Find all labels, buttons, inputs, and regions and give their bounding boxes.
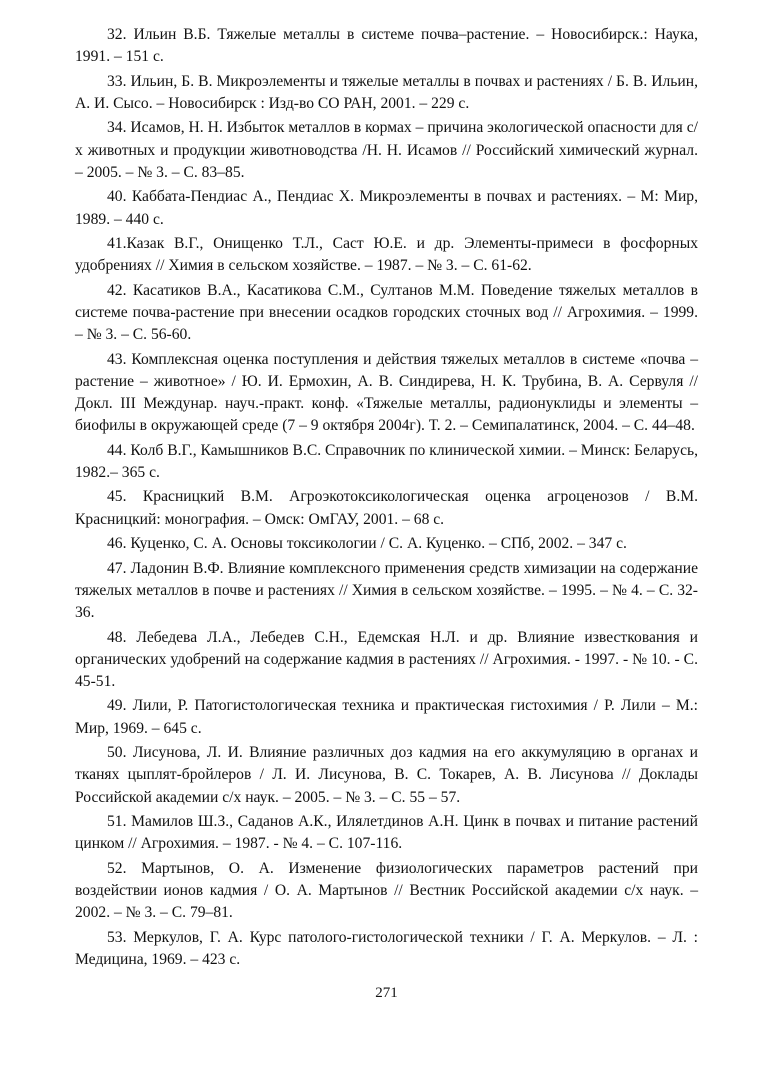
reference-entry: 45. Красницкий В.М. Агроэкотоксикологическая оценка агроценозов / В.М. Красницкий: монография. – Омск: ОмГАУ, 2001. – 68 с. [75, 488, 698, 528]
page-number: 271 [375, 985, 398, 1001]
reference-list [75, 24, 698, 973]
reference-entry: 48. Лебедева Л.А., Лебедев С.Н., Едемская Н.Л. и др. Влияние известкования и органических удобрений на содержание кадмия в растениях // Агрохимия. - 1997. - № 10. - С. 45-51. [75, 628, 698, 690]
reference-entry: 43. Комплексная оценка поступления и действия тяжелых металлов в системе «почва – растение – животное» / Ю. И. Ермохин, А. В. Синдирева, Н. К. Трубина, В. А. Сервуля // Докл. III Междунар. науч.-практ. конф. «Тяжелые металлы, радионуклиды и элементы – биофилы в окружающей среде (7 – 9 октября 2004г). Т. 2. – Семипалатинск, 2004. – С. 44–48. [75, 350, 698, 435]
reference-entry: 42. Касатиков В.А., Касатикова С.М., Султанов М.М. Поведение тяжелых металлов в системе почва-растение при внесении осадков городских сточных вод // Агрохимия. – 1999. – № 3. – С. 56-60. [75, 281, 698, 344]
reference-entry: 44. Колб В.Г., Камышников В.С. Справочник по клинической химии. – Минск: Беларусь, 1982.– 365 с. [75, 441, 698, 481]
reference-entry: 34. Исамов, Н. Н. Избыток металлов в кормах – причина экологической опасности для с/х животных и продукции животноводства /Н. Н. Исамов // Российский химический журнал. – 2005. – № 3. – С. 83–85. [75, 119, 698, 181]
reference-entry: 41.Казак В.Г., Онищенко Т.Л., Саст Ю.Е. и др. Элементы-примеси в фосфорных удобрениях // Химия в сельском хозяйстве. – 1987. – № 3. – С. 61-62. [75, 235, 698, 275]
reference-entry: 47. Ладонин В.Ф. Влияние комплексного применения средств химизации на содержание тяжелых металлов в почве и растениях // Химия в сельском хозяйстве. – 1995. – № 4. – С. 32-36. [75, 559, 698, 622]
reference-entry: 49. Лили, Р. Патогистологическая техника и практическая гистохимия / Р. Лили – М.: Мир, 1969. – 645 с. [75, 697, 698, 737]
reference-entry: 51. Мамилов Ш.З., Саданов А.К., Илялетдинов А.Н. Цинк в почвах и питание растений цинком // Агрохимия. – 1987. - № 4. – С. 107-116. [75, 813, 698, 853]
reference-entry: 33. Ильин, Б. В. Микроэлементы и тяжелые металлы в почвах и растениях / Б. В. Ильин, А. И. Сысо. – Новосибирск : Изд-во СО РАН, 2001. – 229 с. [75, 72, 698, 112]
reference-entry: 46. Куценко, С. А. Основы токсикологии / С. А. Куценко. – СПб, 2002. – 347 с. [107, 535, 627, 553]
reference-entry: 50. Лисунова, Л. И. Влияние различных доз кадмия на его аккумуляцию в органах и тканях цыплят-бройлеров / Л. И. Лисунова, В. С. Токарев, А. В. Лисунова // Доклады Российской академии с/х наук. – 2005. – № 3. – С. 55 – 57. [75, 744, 698, 806]
reference-entry: 52. Мартынов, О. А. Изменение физиологических параметров растений при воздействии ионов кадмия / О. А. Мартынов // Вестник Российской академии с/х наук. – 2002. – № 3. – С. 79–81. [75, 859, 698, 922]
reference-entry: 32. Ильин В.Б. Тяжелые металлы в системе почва–растение. – Новосибирск.: Наука, 1991. – 151 с. [75, 26, 698, 66]
reference-entry: 53. Меркулов, Г. А. Курс патолого-гистологической техники / Г. А. Меркулов. – Л. : Медицина, 1969. – 423 с. [75, 928, 698, 968]
reference-entry: 40. Каббата-Пендиас А., Пендиас Х. Микроэлементы в почвах и растениях. – М: Мир, 1989. – 440 с. [75, 188, 698, 228]
